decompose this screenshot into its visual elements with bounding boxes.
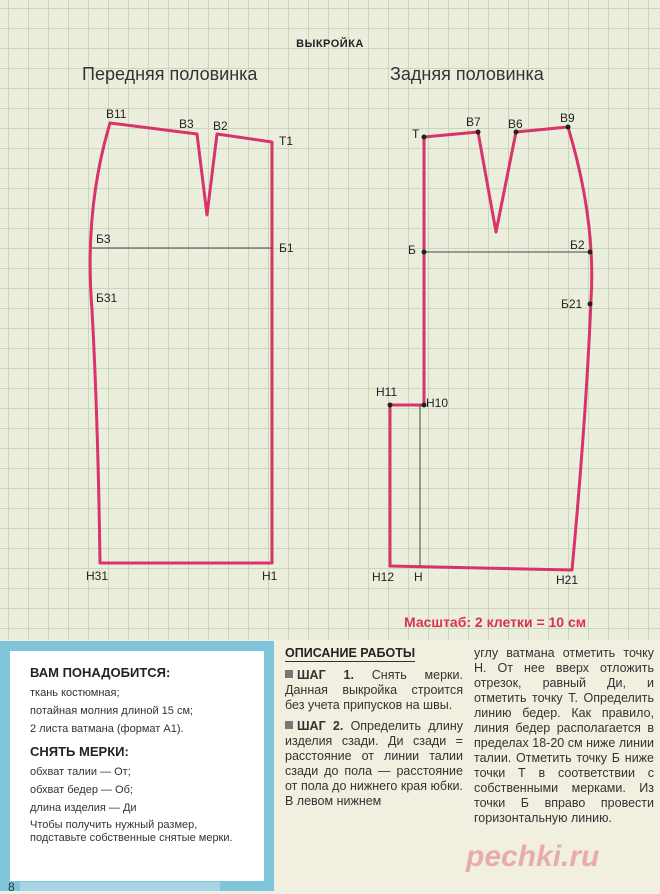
label-h1: Н1 (262, 569, 278, 583)
label-b6: В6 (508, 117, 523, 131)
description-column-right (474, 646, 654, 832)
label-h21: Н21 (556, 573, 579, 587)
label-h11: Н11 (376, 385, 398, 399)
footer-band (20, 882, 220, 891)
measure-item: обхват бедер — Об; (30, 784, 133, 796)
label-h: Н (414, 570, 423, 584)
description-column-left (285, 646, 463, 815)
need-item: ткань костюмная; (30, 687, 120, 699)
label-h12: Н12 (372, 570, 395, 584)
measure-item: длина изделия — Ди (30, 802, 137, 814)
label-t: Т (412, 127, 420, 141)
label-b9: В9 (560, 111, 575, 125)
measure-item: обхват талии — От; (30, 766, 131, 778)
label-h10: Н10 (426, 396, 449, 410)
materials-box (10, 651, 264, 881)
label-b7: В7 (466, 115, 481, 129)
page-number: 8 (8, 880, 15, 894)
measure-heading: СНЯТЬ МЕРКИ: (30, 744, 129, 759)
bullet-icon (285, 721, 293, 729)
step-1: ШАГ 1. Снять мерки. Данная выкройка строится без учета припусков на швы. (285, 668, 463, 712)
label-b2-hip: Б2 (570, 238, 585, 252)
label-b31-hip: Б31 (96, 291, 118, 305)
description-title: ОПИСАНИЕ РАБОТЫ (285, 646, 416, 660)
reference-dots (388, 125, 593, 408)
front-half-heading: Передняя половинка (82, 64, 258, 84)
label-t1: Т1 (279, 134, 294, 148)
label-b3: В3 (179, 117, 194, 131)
back-half-heading: Задняя половинка (390, 64, 544, 84)
label-b21-hip: Б21 (561, 297, 583, 311)
label-b2: В2 (213, 119, 228, 133)
need-heading: ВАМ ПОНАДОБИТСЯ: (30, 665, 171, 680)
step-2: ШАГ 2. Определить длину изделия сзади. Ди сзади = расстояние от линии талии сзади до пола — расстояние от пола до нижнего края юбки. В левом нижнем (285, 719, 463, 808)
materials-sidebar (0, 641, 274, 891)
label-b1-hip: Б1 (279, 241, 294, 255)
label-b3-hip: Б3 (96, 232, 111, 246)
page-title: ВЫКРОЙКА (296, 38, 364, 50)
step-2-continued: углу ватмана отметить точку Н. От нее вверх отложить отрезок, равный Ди, и отметить точку Т. Определить линию бедер. Как правило, линия бедер располагается в пределах 18-20 см ниже линии талии. Отметить точку Б ниже точки Т в соответствии с собственными мерками. Из точки Б вправо провести горизонтальную линию. (474, 646, 654, 825)
need-item: потайная молния длиной 15 см; (30, 705, 194, 717)
size-note: Чтобы получить нужный размер, подставьте собственные снятые мерки. (30, 819, 233, 844)
scale-label: Масштаб: 2 клетки = 10 см (404, 614, 587, 630)
bullet-icon (285, 670, 293, 678)
front-half-outline (90, 123, 272, 563)
label-b-hip: Б (408, 243, 416, 257)
need-item: 2 листа ватмана (формат А1). (30, 723, 184, 735)
watermark: pechki.ru (466, 840, 600, 873)
label-h31: Н31 (86, 569, 109, 583)
label-b11: В11 (106, 107, 127, 121)
